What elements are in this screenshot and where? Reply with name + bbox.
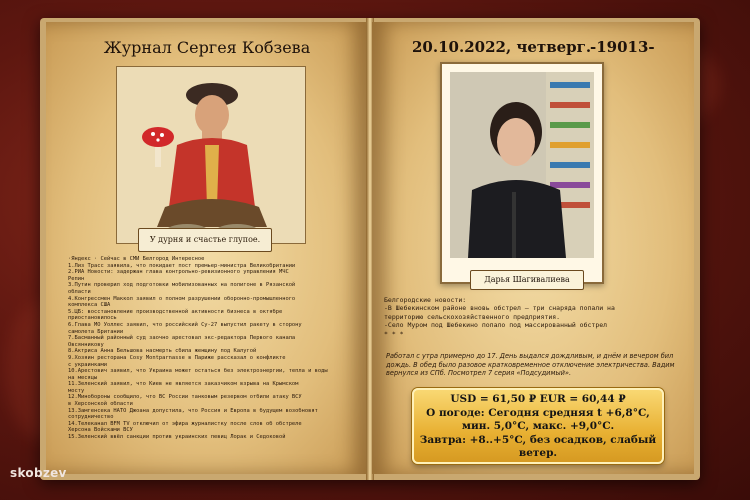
left-page [46, 22, 368, 474]
belgorod-news-line: -В Шебекинском районе вновь обстрел — три снаряда попали на [384, 304, 615, 313]
open-journal [40, 18, 700, 480]
news-item: самолета Британии [68, 328, 124, 335]
news-item: 5.ЦБ: восстановление производственной активности бизнеса в октябре [68, 308, 283, 315]
news-item: 7.Басманный районный суд заочно арестовал экс-редактора Первого канала [68, 335, 296, 342]
rates-weather-box [412, 388, 664, 464]
news-item: мосту [68, 387, 85, 394]
news-item: 11.Зеленский заявил, что Киев не является заказчиком взрыва на Крымском [68, 381, 299, 388]
news-item: области [68, 288, 91, 295]
news-item: 14.Телеканал BFM TV отключил от эфира журналистку после слов об обстреле [68, 420, 302, 427]
portrait-name: Дарья Шагивалиева [470, 270, 584, 290]
news-item: 15.Зеленский ввёл санкции против украинских певиц Лорак и Седоковой [68, 434, 286, 441]
news-item: Херсона Войсками ВСУ [68, 427, 133, 434]
news-item: 4.Конгрессмен Маккол заявил о полном разрушении оборонно-промышленного [68, 295, 296, 302]
folk-illustration [116, 66, 306, 244]
yandex-news-list [68, 256, 358, 441]
author-watermark: skobzev [10, 466, 67, 480]
belgorod-news-line: * * * [384, 329, 404, 338]
journal-title: Журнал Сергея Кобзева [103, 38, 311, 57]
diary-note: Работал с утра примерно до 17. День выдался дождливым, и днём и вечером бил дождь. В обед было разовое кратковременное отключение электричества. Вадим вернулся из СПб. Посмотрел 7 серия «Подсудимый». [386, 352, 675, 378]
news-item: с украинками [68, 361, 107, 368]
belgorod-news-line: территорию сельскохозяйственного предприятия. [384, 312, 561, 321]
news-item: 6.Глава МО Уоллес заявил, что российский Су-27 выпустил ракету в сторону [68, 321, 302, 328]
portrait-photo [450, 72, 594, 258]
belgorod-news-line: -Село Муром под Шебекино попало под массированный обстрел [384, 321, 608, 330]
news-item: на месяцы [68, 374, 98, 381]
news-item: 13.Замгенсека НАТО Джоана допустила, что Россия и Европа в будущем возобновят [68, 407, 318, 414]
right-page [372, 22, 694, 474]
news-item: 3.Путин проверил ход подготовки мобилизованных на полигоне в Рязанской [68, 282, 296, 289]
currency-rates: USD = 61,50 ₽ EUR = 60,44 ₽ [450, 393, 626, 405]
news-item: 8.Актриса Анна Бельшова насмерть сбила женщину под Калугой [68, 348, 257, 355]
illustration-caption: У дурня и счастье глупое. [138, 228, 272, 252]
entry-date: 20.10.2022, четверг. [412, 38, 592, 56]
news-item: 9.Хозяин ресторана Cosy Montparnasse в Париже рассказал о конфликте [68, 354, 286, 361]
news-item: сотрудничество [68, 414, 114, 421]
weather-tomorrow-line2: ветер. [518, 447, 558, 459]
belgorod-news [384, 296, 684, 338]
news-item: Овсянникову [68, 341, 104, 348]
news-item: приостановилось [68, 315, 117, 322]
weather-tomorrow-line1: Завтра: +8..+5°C, без осадков, слабый [419, 433, 657, 446]
news-item: Репин [68, 275, 85, 282]
entry-number: -19013- [590, 38, 655, 56]
news-item: 12.Минобороны сообщило, что ВС России танковым резервом отбили атаку ВСУ [68, 394, 302, 401]
news-item: 10.Арестович заявил, что Украина может остаться без электроэнергии, тепла и воды [68, 368, 328, 375]
news-item: 2.РИА Новости: задержан глава контрольно-ревизионного управления МЧС [68, 269, 289, 276]
news-item: комплекса США [68, 302, 111, 309]
portrait-frame [440, 62, 604, 284]
weather-today-line2: мин. 5,0°C, макс. +9,0°C. [461, 420, 615, 432]
news-item: в Херсонской области [68, 401, 133, 408]
weather-today-line1: О погоде: Сегодня средняя t +6,8°C, [426, 406, 650, 419]
news-item: ·Яндекс · Сейчас в СМИ Белгород Интересное [68, 256, 205, 262]
belgorod-news-line: Белгородские новости: [384, 296, 467, 304]
news-item: 1.Лиз Трасс заявила, что покидает пост премьер-министра Великобритании [68, 262, 296, 269]
